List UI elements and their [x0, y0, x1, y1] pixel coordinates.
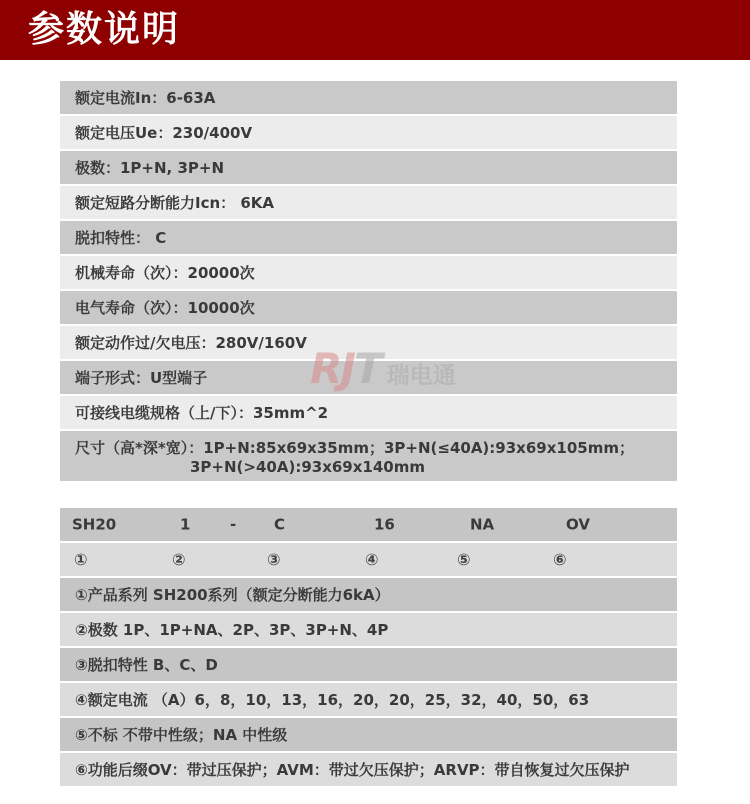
spec-text: 极数：1P+N, 3P+N [75, 159, 225, 177]
note-row [60, 578, 677, 611]
model-code-table [60, 508, 677, 788]
spec-text: 机械寿命（次）：20000次 [75, 264, 255, 282]
spec-row [60, 326, 677, 359]
spec-text: 脱扣特性： C [75, 229, 167, 247]
circled-number: ③ [267, 549, 281, 569]
code-segment: NA [470, 515, 495, 533]
spec-row [60, 256, 677, 289]
spec-row [60, 361, 677, 394]
dimensions-line-2: 3P+N(>40A):93x69x140mm [190, 457, 425, 476]
spec-row [60, 116, 677, 149]
code-segment: SH20 [72, 515, 117, 533]
page-title: 参数说明 [28, 9, 181, 50]
code-segment: - [230, 515, 237, 533]
spec-text: 端子形式：U型端子 [75, 369, 208, 387]
code-segment: 16 [374, 515, 395, 533]
watermark-brand-name: 瑞电通 [386, 362, 456, 389]
note-text: ①产品系列 SH200系列（额定分断能力6kA） [75, 586, 390, 604]
spec-text: 可接线电缆规格（上/下）：35mm^2 [75, 404, 329, 422]
dimensions-line-1: 尺寸（高*深*宽）：1P+N:85x69x35mm；3P+N(≤40A):93x69x105mm； [75, 438, 634, 457]
spec-list [60, 81, 677, 483]
spec-text: 额定电压Ue：230/400V [75, 124, 253, 142]
spec-text: 额定短路分断能力Icn： 6KA [75, 194, 275, 212]
circled-number: ② [172, 549, 186, 569]
spec-row [60, 396, 677, 429]
watermark-logo-gray: T [353, 344, 381, 393]
code-marker-row [60, 543, 677, 576]
circled-number: ⑥ [553, 549, 567, 569]
watermark-logo-pink: RJ [310, 344, 354, 393]
note-text: ⑤不标 不带中性级；NA 中性级 [75, 726, 288, 744]
note-row [60, 613, 677, 646]
note-row [60, 753, 677, 786]
spec-row-dimensions [60, 431, 677, 481]
spec-row [60, 151, 677, 184]
circled-number: ⑤ [457, 549, 471, 569]
code-segment: 1 [180, 515, 191, 533]
note-row [60, 648, 677, 681]
spec-row [60, 186, 677, 219]
note-text: ②极数 1P、1P+NA、2P、3P、3P+N、4P [75, 621, 389, 639]
circled-number: ④ [365, 549, 379, 569]
spec-row [60, 81, 677, 114]
circled-number: ① [74, 549, 88, 569]
note-row [60, 683, 677, 716]
spec-text: 额定动作过/欠电压：280V/160V [75, 334, 307, 352]
spec-row [60, 221, 677, 254]
code-segment: OV [566, 515, 590, 533]
note-row [60, 718, 677, 751]
model-code-row [60, 508, 677, 541]
spec-text: 额定电流In：6-63A [75, 89, 216, 107]
note-text: ③脱扣特性 B、C、D [75, 656, 218, 674]
page-title-banner [0, 0, 750, 60]
spec-row [60, 291, 677, 324]
spec-text: 电气寿命（次）：10000次 [75, 299, 255, 317]
note-text: ④额定电流 （A）6，8，10，13，16，20，20，25，32，40，50，63 [75, 691, 590, 709]
code-segment: C [274, 515, 286, 533]
note-text: ⑥功能后缀OV：带过压保护；AVM：带过欠压保护；ARVP：带自恢复过欠压保护 [75, 761, 630, 779]
